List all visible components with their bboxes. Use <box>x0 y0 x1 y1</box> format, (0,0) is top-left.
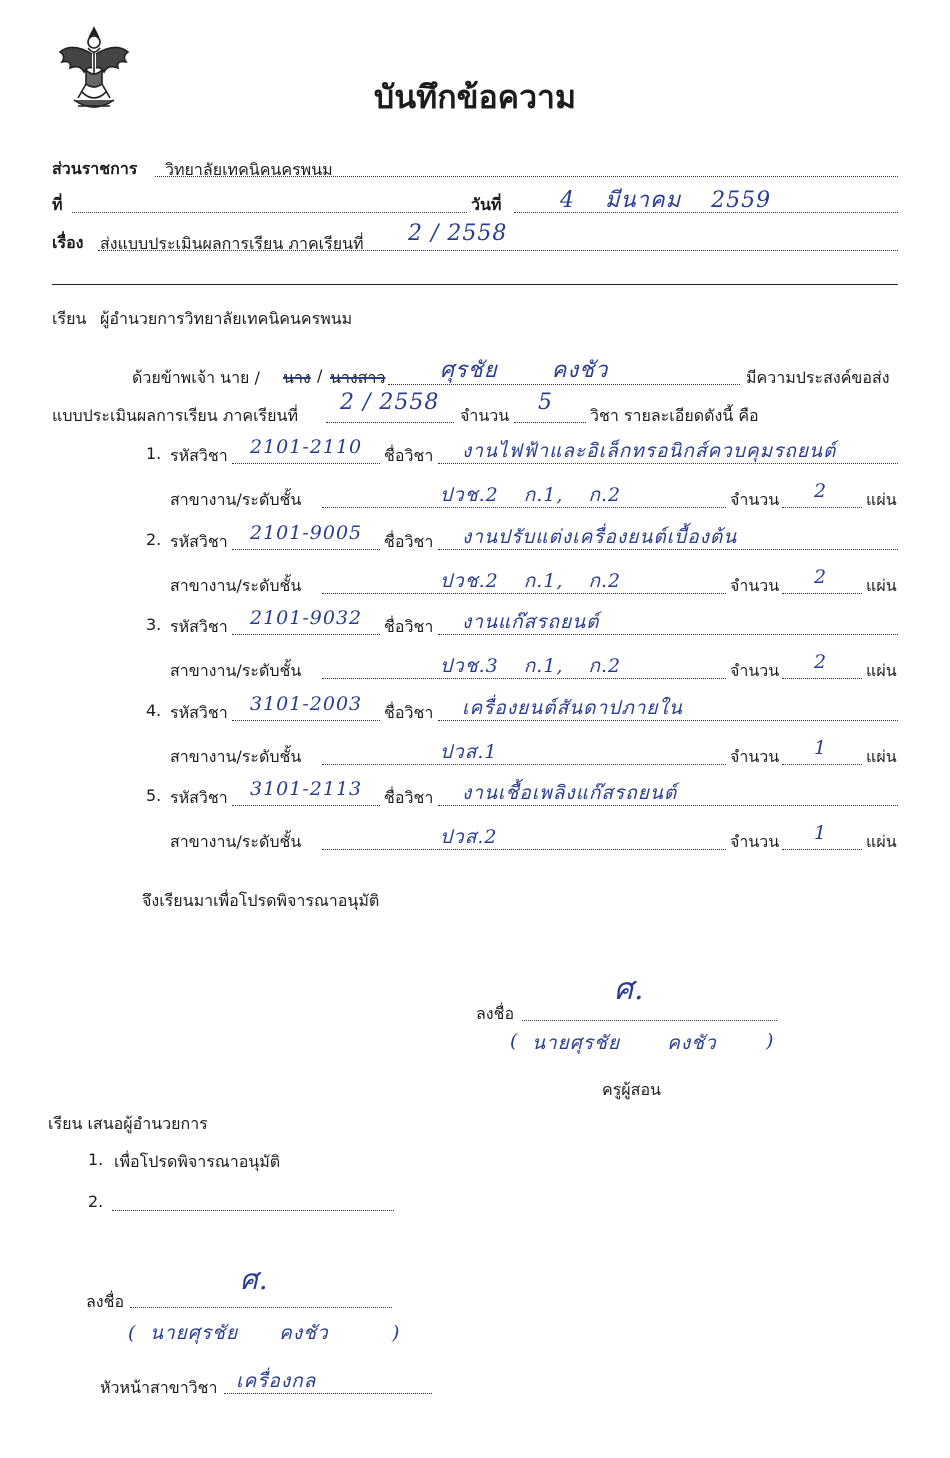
item-name-label: ชื่อวิชา <box>384 703 434 722</box>
item-level-label: สาขางาน/ระดับชั้น <box>170 832 302 851</box>
item-number: 1. <box>146 444 162 463</box>
item-code-dotline <box>232 463 380 464</box>
intro-slash: / <box>317 366 323 385</box>
signature-1-close-paren: ) <box>766 1030 775 1052</box>
section2-item2-num: 2. <box>88 1192 104 1211</box>
agency-value: วิทยาลัยเทคนิคนครพนม <box>165 160 333 179</box>
signature-2-position-label: หัวหน้าสาขาวิชา <box>100 1378 218 1397</box>
item-name-value: งานปรับแต่งเครื่องยนต์เบื้องต้น <box>462 526 738 548</box>
item-number: 2. <box>146 530 162 549</box>
intro-prefix: ด้วยข้าพเจ้า นาย / <box>132 368 260 387</box>
item-level-dotline <box>322 849 726 850</box>
item-qty-dotline <box>782 849 862 850</box>
item-unit-label: แผ่น <box>866 832 897 851</box>
item-number: 4. <box>146 701 162 720</box>
greeting-label: เรียน <box>52 309 87 328</box>
item-qty-label: จำนวน <box>730 490 780 509</box>
intro-count-dotline <box>514 422 586 423</box>
item-qty-value: 2 <box>814 566 828 588</box>
signature-2-name: นายศุรชัย คงชัว <box>150 1322 329 1344</box>
item-name-label: ชื่อวิชา <box>384 446 434 465</box>
item-level-value: ปวส.1 <box>440 741 498 763</box>
item-level-value: ปวส.2 <box>440 826 498 848</box>
item-code-label: รหัสวิชา <box>170 788 228 807</box>
item-name-value: งานแก๊สรถยนต์ <box>462 611 600 633</box>
header-divider <box>52 284 898 285</box>
item-qty-value: 1 <box>814 737 828 759</box>
intro-term-dotline <box>326 422 454 423</box>
subject-term: 2 / 2558 <box>408 221 508 246</box>
item-qty-label: จำนวน <box>730 747 780 766</box>
section2-item1-text: เพื่อโปรดพิจารณาอนุมัติ <box>114 1152 281 1171</box>
intro-count-value: 5 <box>538 390 553 415</box>
intro-struck-miss: นางสาว <box>330 368 386 387</box>
intro-suffix: มีความประสงค์ขอส่ง <box>746 368 890 387</box>
item-code-value: 2101-9005 <box>250 522 363 544</box>
item-code-value: 3101-2113 <box>250 778 363 800</box>
item-name-label: ชื่อวิชา <box>384 788 434 807</box>
section2-item1-num: 1. <box>88 1150 104 1169</box>
item-qty-label: จำนวน <box>730 661 780 680</box>
item-qty-label: จำนวน <box>730 576 780 595</box>
item-qty-dotline <box>782 764 862 765</box>
signature-1-open-paren: ( <box>510 1030 519 1052</box>
intro-count-label: จำนวน <box>460 406 510 425</box>
item-qty-label: จำนวน <box>730 832 780 851</box>
signature-2-dotline <box>130 1307 392 1308</box>
item-unit-label: แผ่น <box>866 490 897 509</box>
item-code-label: รหัสวิชา <box>170 532 228 551</box>
signature-1-name: นายศุรชัย คงชัว <box>532 1032 717 1054</box>
signature-2-open-paren: ( <box>128 1322 137 1344</box>
item-name-value: งานไฟฟ้าและอิเล็กทรอนิกส์ควบคุมรถยนต์ <box>462 440 837 462</box>
signature-1-mark: ศ. <box>614 972 645 1007</box>
item-level-value: ปวช.2 ก.1, ก.2 <box>440 570 622 592</box>
item-level-label: สาขางาน/ระดับชั้น <box>170 576 302 595</box>
item-level-label: สาขางาน/ระดับชั้น <box>170 747 302 766</box>
item-code-value: 2101-9032 <box>250 607 363 629</box>
section2-heading: เรียน เสนอผู้อำนวยการ <box>48 1114 208 1133</box>
item-level-value: ปวช.3 ก.1, ก.2 <box>440 655 622 677</box>
closing-text: จึงเรียนมาเพื่อโปรดพิจารณาอนุมัติ <box>142 891 380 910</box>
subject-label: เรื่อง <box>52 233 84 252</box>
intro-line2-suffix: วิชา รายละเอียดดังนี้ คือ <box>590 406 759 425</box>
signature-2-position-value: เครื่องกล <box>236 1370 317 1392</box>
item-qty-dotline <box>782 593 862 594</box>
memo-title: บันทึกข้อความ <box>373 78 577 116</box>
date-label: วันที่ <box>471 195 502 214</box>
intro-line2-prefix: แบบประเมินผลการเรียน ภาคเรียนที่ <box>52 406 298 425</box>
item-code-dotline <box>232 720 380 721</box>
item-code-label: รหัสวิชา <box>170 703 228 722</box>
item-qty-value: 2 <box>814 480 828 502</box>
item-code-dotline <box>232 549 380 550</box>
signature-1-dotline <box>522 1020 777 1021</box>
item-name-value: เครื่องยนต์สันดาปภายใน <box>462 697 683 719</box>
greeting-to: ผู้อำนวยการวิทยาลัยเทคนิคนครพนม <box>100 309 353 328</box>
item-code-dotline <box>232 805 380 806</box>
item-level-label: สาขางาน/ระดับชั้น <box>170 490 302 509</box>
signature-1-label: ลงชื่อ <box>476 1004 515 1023</box>
item-level-label: สาขางาน/ระดับชั้น <box>170 661 302 680</box>
item-qty-value: 2 <box>814 651 828 673</box>
signature-2-mark: ศ. <box>240 1263 269 1296</box>
item-code-label: รหัสวิชา <box>170 617 228 636</box>
ref-label: ที่ <box>52 195 63 214</box>
agency-label: ส่วนราชการ <box>52 159 138 178</box>
ref-dotline <box>72 212 467 213</box>
item-name-label: ชื่อวิชา <box>384 532 434 551</box>
item-name-label: ชื่อวิชา <box>384 617 434 636</box>
item-code-value: 2101-2110 <box>250 436 363 458</box>
date-value: 4 มีนาคม 2559 <box>560 188 772 213</box>
item-code-dotline <box>232 634 380 635</box>
subject-value: ส่งแบบประเมินผลการเรียน ภาคเรียนที่ <box>100 234 364 253</box>
item-unit-label: แผ่น <box>866 661 897 680</box>
item-qty-dotline <box>782 678 862 679</box>
item-qty-dotline <box>782 507 862 508</box>
signature-2-label: ลงชื่อ <box>86 1292 125 1311</box>
intro-term-value: 2 / 2558 <box>340 390 440 415</box>
item-name-value: งานเชื้อเพลิงแก๊สรถยนต์ <box>462 782 678 804</box>
item-number: 5. <box>146 786 162 805</box>
item-number: 3. <box>146 615 162 634</box>
signature-1-position: ครูผู้สอน <box>602 1080 661 1099</box>
item-level-value: ปวช.2 ก.1, ก.2 <box>440 484 622 506</box>
intro-name-value: ศุรชัย คงชัว <box>440 358 609 383</box>
item-level-dotline <box>322 764 726 765</box>
item-qty-value: 1 <box>814 822 828 844</box>
section2-item2-dotline <box>112 1210 394 1211</box>
intro-struck-mrs: นาง <box>283 368 311 387</box>
signature-2-close-paren: ) <box>392 1322 401 1344</box>
item-code-value: 3101-2003 <box>250 693 363 715</box>
item-unit-label: แผ่น <box>866 576 897 595</box>
item-code-label: รหัสวิชา <box>170 446 228 465</box>
item-unit-label: แผ่น <box>866 747 897 766</box>
